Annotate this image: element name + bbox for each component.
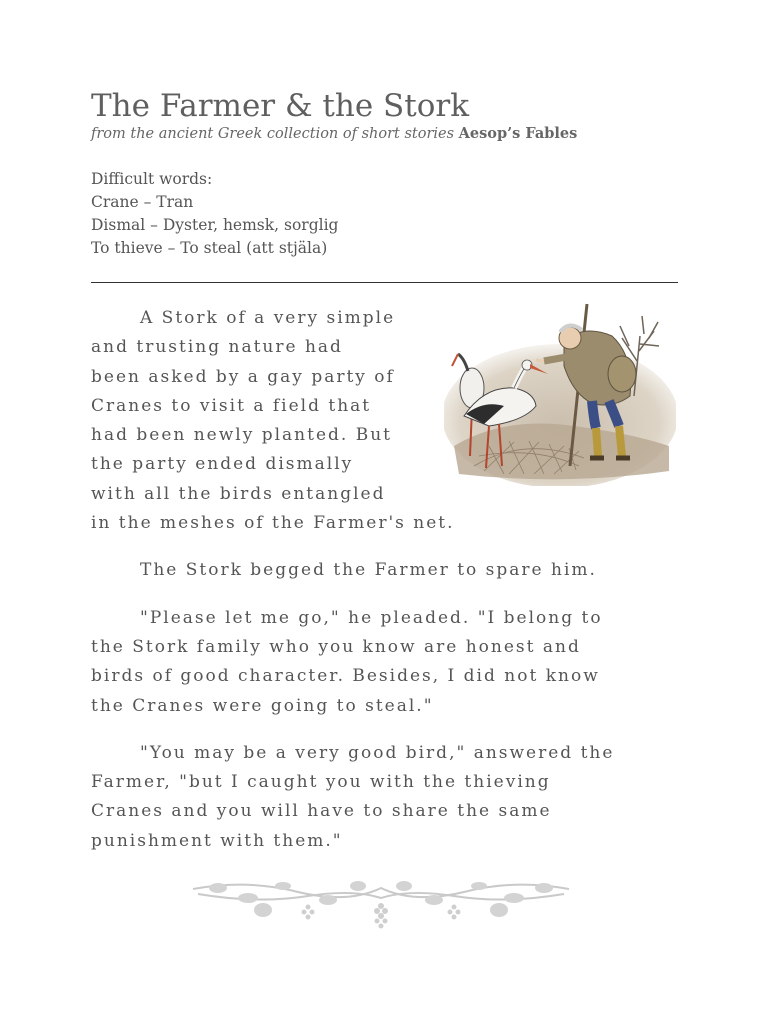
vine-ornament-icon xyxy=(188,874,574,934)
vocabulary-item: Crane – Tran xyxy=(91,193,194,211)
subtitle xyxy=(91,124,577,144)
subtitle-book: Aesop’s Fables xyxy=(458,125,578,142)
subtitle-source: from the ancient Greek collection of short stories xyxy=(91,126,455,142)
vocabulary-item: Dismal – Dyster, hemsk, sorglig xyxy=(91,216,339,234)
story-line: Cranes and you will have to share the same xyxy=(91,801,552,822)
story-line: punishment with them." xyxy=(91,830,343,851)
story-line: been asked by a gay party of xyxy=(91,366,395,387)
story-line: the Stork family who you know are honest and xyxy=(91,636,581,657)
vocabulary-heading: Difficult words: xyxy=(91,170,213,188)
story-line: "You may be a very good bird," answered the xyxy=(140,742,615,763)
story-line: A Stork of a very simple xyxy=(140,308,396,328)
story-line: had been newly planted. But xyxy=(91,425,392,446)
story-line: "Please let me go," he pleaded. "I belong to xyxy=(140,607,603,628)
story-line: with all the birds entangled xyxy=(91,483,386,504)
story-line: Farmer, "but I caught you with the thieving xyxy=(91,772,551,793)
story-line: The Stork begged the Farmer to spare him. xyxy=(140,560,597,581)
section-divider xyxy=(91,282,678,283)
story-line: Cranes to visit a field that xyxy=(91,395,372,416)
story-line: birds of good character. Besides, I did not know xyxy=(91,666,600,687)
story-line: and trusting nature had xyxy=(91,337,343,358)
vocabulary-list xyxy=(91,168,338,260)
story-line: the party ended dismally xyxy=(91,454,354,475)
page-title: The Farmer & the Stork xyxy=(91,88,469,124)
story-line: the Cranes were going to steal." xyxy=(91,695,434,716)
story-line: in the meshes of the Farmer's net. xyxy=(91,513,455,534)
farmer-stork-illustration xyxy=(444,296,676,486)
vocabulary-item: To thieve – To steal (att stjäla) xyxy=(91,239,328,257)
